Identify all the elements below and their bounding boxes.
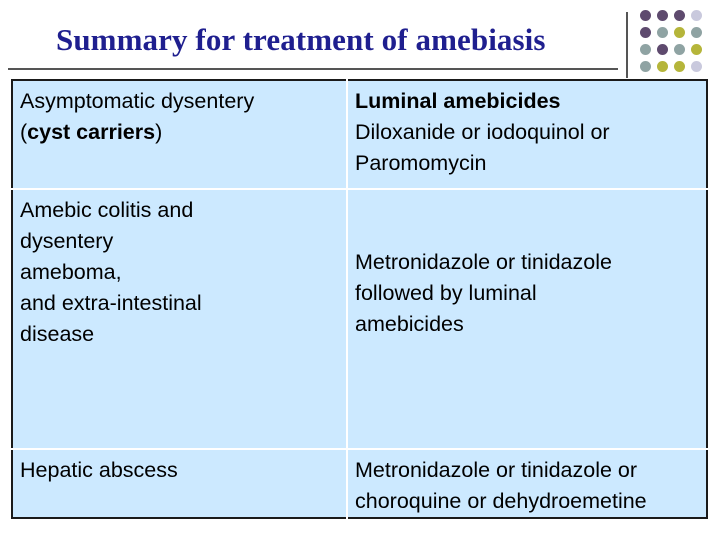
table-row [12,449,707,518]
condition-cell [12,189,347,449]
treatment-text: Metronidazole or tinidazole or [355,458,638,482]
treatment-cell [347,189,707,449]
decorative-dot [691,10,702,21]
decorative-dot [674,10,685,21]
title-underline [8,68,618,70]
table-row [12,80,707,189]
decorative-dot-grid [640,10,720,80]
condition-text: Hepatic abscess [20,458,178,482]
treatment-text: choroquine or dehydroemetine [355,489,647,513]
decorative-dot [657,44,668,55]
treatment-summary-table [11,79,708,519]
treatment-text: followed by luminal [355,280,537,305]
treatment-text: Diloxanide or iodoquinol or [355,120,610,144]
slide-title: Summary for treatment of amebiasis [56,22,546,57]
treatment-heading: Luminal amebicides [355,89,561,113]
condition-text: and extra-intestinal [20,291,202,315]
decorative-dot [674,27,685,38]
decorative-dot [640,10,651,21]
decorative-dot [674,44,685,55]
treatment-cell [347,449,707,518]
condition-text: disease [20,322,95,346]
treatment-text: amebicides [355,311,464,336]
condition-cell [12,449,347,518]
decorative-dot [640,61,651,72]
treatment-text: Metronidazole or tinidazole [355,249,612,274]
decorative-dot [657,10,668,21]
decorative-dot [657,61,668,72]
decorative-dot [691,61,702,72]
title-vertical-rule [626,12,628,78]
condition-emphasis: cyst carriers [27,120,156,144]
condition-text: dysentery [20,229,114,253]
decorative-dot [657,27,668,38]
condition-cell [12,80,347,189]
condition-text: Amebic colitis and [20,198,194,222]
decorative-dot [640,44,651,55]
condition-text: ameboma, [20,260,122,284]
decorative-dot [674,61,685,72]
decorative-dot [691,44,702,55]
decorative-dot [640,27,651,38]
condition-text: (cyst carriers) [20,120,163,144]
condition-text: Asymptomatic dysentery [20,89,255,113]
treatment-text: Paromomycin [355,151,487,175]
table-row [12,189,707,449]
treatment-cell [347,80,707,189]
decorative-dot [691,27,702,38]
